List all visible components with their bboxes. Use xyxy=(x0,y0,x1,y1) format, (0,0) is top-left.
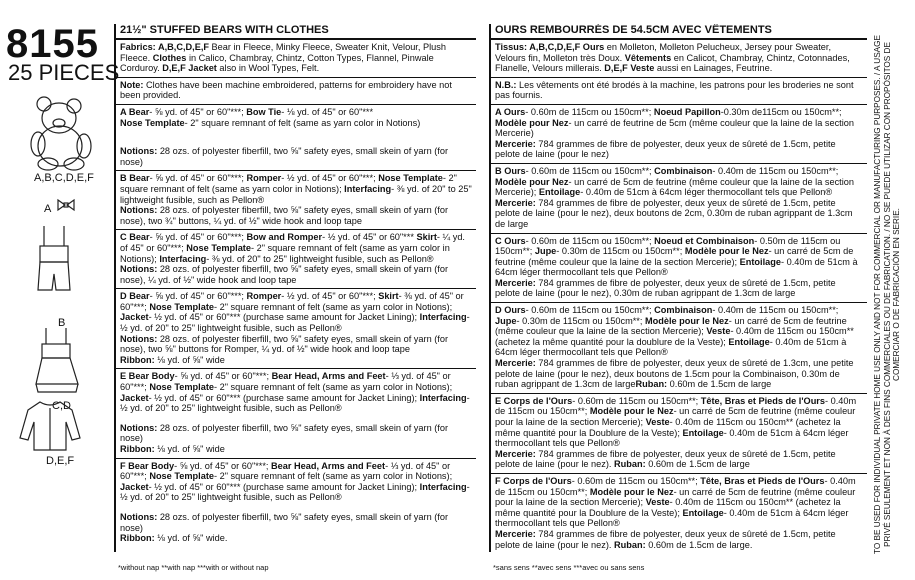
fr-b-ours-text: - 0.60m de 115cm ou 150cm**; xyxy=(525,165,655,176)
piece-count: 25 PIECES xyxy=(8,60,120,85)
note-label: Note: xyxy=(120,79,144,90)
view-e-ribbon-label: Ribbon: xyxy=(120,444,155,454)
vetements-text: en Calicot, Chambray, Chintz, Cotonnades, Flanelle, Velours millerais. xyxy=(495,52,850,74)
view-e-ribbon-text: ⅛ yd. of ⅝" wide xyxy=(154,444,225,454)
view-label-dress: C,D xyxy=(52,400,71,412)
view-f-body-text: - ⅝ yd. of 45" or 60"***; xyxy=(174,460,272,471)
french-fabrics xyxy=(491,40,867,78)
fr-d-nez-label: Modèle pour le Nez xyxy=(644,315,729,326)
veste-text: aussi en Lainages, Feutrine. xyxy=(654,63,773,74)
fr-e-corps-label: E Corps de l'Ours xyxy=(495,395,573,406)
view-d-notions-text: 28 ozs. of polyester fiberfill, two ⅝" safety eyes, small skein of yarn (for nose), two ⅝" buttons for Romper, ¼ yd. of ½" wide hook and loop tape xyxy=(120,333,449,355)
english-view-d xyxy=(116,289,476,369)
view-d-bear-text: - ⅝ yd. of 45" or 60"***; xyxy=(149,291,247,302)
view-b-nose-text: - 2" square remnant of felt (same as yarn color in Notions); xyxy=(120,173,457,194)
fr-d-jupe-text: - 0.30m de 115cm ou 150cm**; xyxy=(516,315,645,326)
fr-d-nez-text: - un carré de 5cm de feutrine (même couleur que la laine de la section Mercerie); xyxy=(495,315,847,337)
view-label-romper: B xyxy=(58,317,66,329)
view-e-interfacing-label: Interfacing xyxy=(419,392,467,403)
fr-b-mercerie-label: Mercerie: xyxy=(495,197,536,208)
fr-c-ours-label: C Ours xyxy=(495,235,526,246)
english-footnote: *without nap **with nap ***with or without nap xyxy=(118,563,269,572)
fr-f-veste-label: Veste xyxy=(645,497,670,508)
fr-d-ruban-label: Ruban: xyxy=(635,379,668,390)
fr-f-ruban-text: 0.60m de 1.5cm de large. xyxy=(645,539,753,550)
bowtie-drawing xyxy=(56,198,76,212)
view-d-ribbon-label: Ribbon: xyxy=(120,354,155,365)
jacket-text: also in Wool Types, Felt. xyxy=(216,63,320,74)
fr-a-nez-label: Modèle pour Nez xyxy=(495,117,569,128)
view-a-bowtie-text: - ⅛ yd. of 45" or 60"*** xyxy=(281,106,374,117)
veste-label: D,E,F Veste xyxy=(604,63,655,74)
view-d-nose-label: Nose Template xyxy=(149,301,214,312)
fr-c-mercerie-label: Mercerie: xyxy=(495,277,536,288)
view-c-bow-text: - ½ yd. of 45" or 60"*** xyxy=(322,232,417,243)
fr-c-ours-text: - 0.60m de 115cm ou 150cm**; xyxy=(525,235,655,246)
fr-d-ruban-text: 0.60m de 1.5cm de large xyxy=(667,379,772,390)
fr-b-ours-label: B Ours xyxy=(495,165,526,176)
fr-d-veste-label: Veste xyxy=(706,326,731,337)
fr-f-tete-label: Tête, Bras et Pieds de l'Ours xyxy=(700,475,825,486)
view-label-bear: A,B,C,D,E,F xyxy=(34,172,94,184)
fr-a-ours-text: - 0.60m de 115cm ou 150cm**; xyxy=(525,106,654,117)
fr-e-ruban-label: Ruban: xyxy=(614,459,646,470)
view-a-bear-text: - ⅝ yd. of 45" or 60"***; xyxy=(149,106,247,117)
view-b-bear-text: - ⅝ yd. of 45" or 60"***; xyxy=(149,173,247,184)
view-d-interfacing-text: - ½ yd. of 20" to 25" lightweight fusible, such as Pellon® xyxy=(120,312,470,334)
fr-f-mercerie-text: 784 grammes de fibre de polyester, deux yeux de sûreté de 1.5cm, petite pelote de laine (pour le nez). xyxy=(495,528,836,550)
pattern-number: 8155 xyxy=(6,22,99,66)
view-f-notions-text: 28 ozs. of polyester fiberfill, two ⅝" safety eyes, small skein of yarn (for nose) xyxy=(120,511,449,533)
english-fabrics xyxy=(116,40,476,78)
view-e-head-label: Bear Head, Arms and Feet xyxy=(271,371,386,382)
english-view-b xyxy=(116,171,476,230)
fr-c-nez-label: Modèle pour le Nez xyxy=(684,246,769,257)
fr-e-entoilage-label: Entoilage xyxy=(682,427,724,438)
view-b-interfacing-text: - ⅜ yd. of 20" to 25" lightweight fusible, such as Pellon® xyxy=(120,183,472,205)
fr-d-combinaison-label: Combinaison xyxy=(654,305,713,316)
fr-d-mercerie-label: Mercerie: xyxy=(495,358,536,369)
view-a-nose-text: - 2" square remnant of felt (same as yarn color in Notions) xyxy=(184,117,421,128)
fr-e-mercerie-text: 784 grammes de fibre de polyester, deux yeux de sûreté de 1.5cm, petite pelote de laine (pour le nez). xyxy=(495,448,836,470)
view-b-romper-text: - ½ yd. of 45" or 60"***; xyxy=(281,173,379,184)
fr-f-entoilage-text: - 0.40m de 51cm à 64cm léger thermocollant tels que Pellon® xyxy=(495,507,849,529)
fabrics-text: Bear in Fleece, Minky Fleece, Sweater Knit, Velour, Plush Fleece. xyxy=(120,42,446,63)
view-b-romper-label: Romper xyxy=(246,173,282,184)
view-e-jacket-text: - ½ yd. of 45" or 60"*** (purchase same amount for Jacket Lining); xyxy=(148,392,420,403)
view-d-skirt-text: - ⅜ yd. of 45" or 60"***; xyxy=(120,291,464,312)
view-b-nose-label: Nose Template xyxy=(378,173,443,184)
view-f-jacket-label: Jacket xyxy=(120,481,149,492)
view-d-interfacing-label: Interfacing xyxy=(419,312,467,323)
fr-e-ruban-text: 0.60m de 1.5cm de large xyxy=(645,459,750,470)
fr-c-jupe-label: Jupe xyxy=(534,246,557,257)
fr-e-entoilage-text: - 0.40m de 51cm à 64cm léger thermocollant tels que Pellon® xyxy=(495,427,849,449)
fr-d-jupe-label: Jupe xyxy=(495,315,517,326)
fr-a-noeud-text: -0.30m de115cm ou 150cm**; xyxy=(720,106,842,117)
view-d-ribbon-text: ⅛ yd. of ⅝" wide xyxy=(154,354,225,365)
view-c-notions-label: Notions: xyxy=(120,264,158,275)
english-view-c xyxy=(116,230,476,289)
fr-e-corps-text: - 0.60m de 115cm ou 150cm**; xyxy=(572,395,701,406)
view-d-romper-text: - ½ yd. of 45" or 60"***; xyxy=(281,291,379,302)
fabrics-label: Fabrics: A,B,C,D,E,F xyxy=(120,42,209,52)
fr-d-mercerie-text: 784 grammes de fibre de polyester, deux yeux de sûreté de 1.3cm, une petite pelote de laine (pour le nez), deux boutons de 1.5cm pour la Combinaison, 0.30m de ruban agrippant de 1.3cm de large xyxy=(495,358,854,390)
view-f-body-label: F Bear Body xyxy=(120,460,175,471)
french-column xyxy=(489,24,867,552)
fr-c-entoilage-text: - 0.40m de 51cm à 64cm léger thermocollant tels que Pellon® xyxy=(495,256,858,278)
fr-e-nez-label: Modèle pour le Nez xyxy=(589,406,674,417)
fr-f-tete-text: - 0.40m de 115cm ou 150cm**; xyxy=(495,475,856,497)
view-d-skirt-label: Skirt xyxy=(378,291,399,302)
fr-a-mercerie-label: Mercerie: xyxy=(495,138,536,149)
clothes-label: Clothes xyxy=(152,52,187,63)
view-b-interfacing-label: Interfacing xyxy=(344,183,392,194)
fr-e-mercerie-label: Mercerie: xyxy=(495,448,536,459)
view-a-notions-text: 28 ozs. of polyester fiberfill, two ⅝" safety eyes, small skein of yarn (for nose) xyxy=(120,146,449,167)
fr-b-entoilage-label: Entoilage xyxy=(538,187,581,198)
view-d-jacket-text: - ½ yd. of 45" or 60"*** (purchase same amount for Jacket Lining); xyxy=(148,312,420,323)
view-b-bear-label: B Bear xyxy=(120,173,150,184)
french-footnote: *sans sens **avec sens ***avec ou sans sens xyxy=(493,563,645,572)
english-view-e xyxy=(116,369,476,458)
romper-drawing xyxy=(34,224,74,304)
english-column xyxy=(114,24,476,552)
view-e-notions-label: Notions: xyxy=(120,422,158,433)
nb-label: N.B.: xyxy=(495,79,517,90)
view-c-skirt-label: Skirt xyxy=(416,232,437,243)
tissus-text: en Molleton, Molleton Pelucheux, Jersey pour Sweater, Velours fin, Molleton très Doux. xyxy=(495,42,831,63)
fr-f-corps-label: F Corps de l'Ours xyxy=(495,475,572,486)
view-e-notions-text: 28 ozs. of polyester fiberfill, two ⅝" safety eyes, small skein of yarn (for nose) xyxy=(120,422,449,444)
fr-f-veste-text: - 0.40m de 115cm ou 150cm** (achetez la même quantité pour la Doublure de la Veste); xyxy=(495,497,841,518)
french-heading: OURS REMBOURRÉS DE 54.5CM AVEC VÊTEMENTS xyxy=(491,24,867,40)
fr-a-mercerie-text: 784 grammes de fibre de polyester, deux yeux de sûreté de 1.5cm, petite pelote de laine (pour le nez) xyxy=(495,138,836,160)
usage-notice-text: TO BE USED FOR INDIVIDUAL PRIVATE HOME USE ONLY AND NOT FOR COMMERCIAL OR MANUFACTURING PURPOSES. / A USAGE PRIVÉ SEULEMENT ET NON À DES FINS COMMERCIALES OU DE FABRICATION. / NO SE PUEDE UTILIZAR CON PROPÓSITOS DE COMERCIAR O DE FABRICACIÓN EN SERIE. xyxy=(873,35,901,554)
fr-f-mercerie-label: Mercerie: xyxy=(495,528,536,539)
french-view-a xyxy=(491,105,867,164)
view-e-nose-text: - 2" square remnant of felt (same as yarn color in Notions); xyxy=(213,382,453,393)
fr-a-noeud-label: Noeud Papillon xyxy=(653,106,721,117)
fr-c-noeud-label: Noeud et Combinaison xyxy=(654,235,755,246)
fr-b-combinaison-text: - 0.40m de 115cm ou 150cm**; xyxy=(712,165,839,176)
french-note xyxy=(491,78,867,105)
fr-e-tete-text: - 0.40m de 115cm ou 150cm**; xyxy=(495,395,857,417)
view-e-jacket-label: Jacket xyxy=(120,392,149,403)
fr-f-corps-text: - 0.60m de 115cm ou 150cm**; xyxy=(571,475,701,486)
view-d-notions-label: Notions: xyxy=(120,333,158,344)
fr-d-veste-text: - 0.40m de 115cm ou 150cm** (achetez la même quantité pour la doublure de la Veste); xyxy=(495,326,854,347)
view-a-bear-label: A Bear xyxy=(120,106,150,117)
english-heading: 21½" STUFFED BEARS WITH CLOTHES xyxy=(116,24,476,40)
english-view-f xyxy=(116,459,476,547)
fr-b-nez-text: - un carré de 5cm de feutrine (même couleur que la laine de la section Mercerie); xyxy=(495,176,854,198)
fr-d-ours-text: - 0.60m de 115cm ou 150cm**; xyxy=(525,305,655,316)
view-c-interfacing-text: - ⅜ yd. of 20" to 25" lightweight fusible, such as Pellon® xyxy=(206,253,434,264)
fr-f-ruban-label: Ruban: xyxy=(614,539,646,550)
fr-d-entoilage-label: Entoilage xyxy=(728,336,770,347)
view-e-body-text: - ⅝ yd. of 45" or 60"***; xyxy=(174,371,272,382)
view-c-bow-label: Bow and Romper xyxy=(246,232,323,243)
fr-a-nez-text: - un carré de feutrine de 5cm (même couleur que la laine de la section Mercerie) xyxy=(495,117,854,139)
fr-c-nez-text: - un carré de 5cm de feutrine (même couleur que la laine de la section Mercerie); xyxy=(495,246,854,267)
jacket-label: D,E,F Jacket xyxy=(162,63,217,74)
view-f-nose-text: - 2" square remnant of felt (same as yarn color in Notions); xyxy=(213,471,453,482)
dress-drawing xyxy=(34,326,80,394)
fr-a-ours-label: A Ours xyxy=(495,106,526,117)
tissus-label: Tissus: A,B,C,D,E,F Ours xyxy=(495,42,605,52)
fr-f-nez-label: Modèle pour le Nez xyxy=(589,486,674,497)
fr-e-tete-label: Tête, Bras et Pieds de l'Ours xyxy=(700,395,825,406)
fr-b-mercerie-text: 784 grammes de fibre de polyester, deux yeux de sûreté de 1.5cm, petite pelote de laine (pour le nez), deux boutons de 2cm, 0.30m de ruban agrippant de 1.3cm de large xyxy=(495,197,853,229)
fr-c-noeud-text: - 0.50m de 115cm ou 150cm**; xyxy=(495,235,841,257)
fr-b-entoilage-text: - 0.40m de 51cm à 64cm léger thermocollant tels que Pellon® xyxy=(580,187,833,198)
fr-f-entoilage-label: Entoilage xyxy=(682,507,724,518)
view-f-interfacing-label: Interfacing xyxy=(419,481,467,492)
jacket-drawing xyxy=(18,398,82,454)
fr-f-nez-text: - un carré de 5cm de feutrine (même couleur pour la laine de la section Mercerie); xyxy=(495,486,856,508)
view-a-bowtie-label: Bow Tie xyxy=(246,106,282,117)
clothes-text: in Calico, Chambray, Chintz, Cotton Types, Flannel, Pinwale Corduroy. xyxy=(120,52,434,74)
view-c-notions-text: 28 ozs. of polyester fiberfill, two ⅝" safety eyes, small skein of yarn (for nose), ¼ yd. of ½" wide hook and loop tape xyxy=(120,264,449,285)
view-label-bowtie: A xyxy=(44,203,52,215)
view-b-notions-label: Notions: xyxy=(120,205,158,216)
view-c-interfacing-label: Interfacing xyxy=(159,253,207,264)
fr-d-combinaison-text: - 0.40m de 115cm ou 150cm**; xyxy=(712,305,839,316)
view-e-nose-label: Nose Template xyxy=(149,382,214,393)
french-view-e xyxy=(491,394,867,474)
fr-e-nez-text: - un carré de 5cm de feutrine (même couleur pour la laine de la section Mercerie); xyxy=(495,406,856,427)
english-view-a xyxy=(116,105,476,171)
view-d-bear-label: D Bear xyxy=(120,291,150,302)
fr-d-ours-label: D Ours xyxy=(495,305,526,316)
nb-text: Les vêtements ont été brodés à la machine, les patrons pour les broderies ne sont pas fournis. xyxy=(495,79,854,101)
fr-d-entoilage-text: - 0.40m de 51cm à 64cm léger thermocollant tels que Pellon® xyxy=(495,336,847,358)
view-d-nose-text: - 2" square remnant of felt (same as yarn color in Notions); xyxy=(213,301,453,312)
french-view-c xyxy=(491,234,867,304)
view-e-body-label: E Bear Body xyxy=(120,371,175,382)
view-f-notions-label: Notions: xyxy=(120,511,158,522)
view-e-interfacing-text: - ½ yd. of 20" to 25" lightweight fusible, such as Pellon® xyxy=(120,392,470,414)
view-f-nose-label: Nose Template xyxy=(149,471,214,482)
view-c-nose-text: - 2" square remnant of felt (same as yarn color in Notions); xyxy=(120,242,450,264)
view-d-jacket-label: Jacket xyxy=(120,312,149,323)
view-c-nose-label: Nose Template xyxy=(186,242,251,253)
fr-e-veste-text: - 0.40m de 115cm ou 150cm** (achetez la même quantité pour la Doublure de la Veste); xyxy=(495,417,841,438)
bear-drawing xyxy=(22,94,98,174)
view-e-head-text: - ⅓ yd. of 45" or 60"***; xyxy=(120,371,451,393)
view-f-head-text: - ⅓ yd. of 45" or 60"***; xyxy=(120,460,451,482)
fr-b-combinaison-label: Combinaison xyxy=(654,165,713,176)
fr-c-entoilage-label: Entoilage xyxy=(739,256,781,267)
view-b-notions-text: 28 ozs. of polyester fiberfill, two ⅝" safety eyes, small skein of yarn (for nose), two ¾" buttons, ¼ yd. of ½" wide hook and loop tape xyxy=(120,205,449,226)
view-f-jacket-text: - ½ yd. of 45" or 60"*** (purchase same amount for Jacket Lining); xyxy=(148,481,420,492)
fr-b-nez-label: Modèle pour Nez xyxy=(495,176,569,187)
usage-notice xyxy=(873,22,911,567)
view-a-nose-label: Nose Template xyxy=(120,117,185,128)
fr-e-veste-label: Veste xyxy=(645,417,670,427)
english-note xyxy=(116,78,476,105)
french-view-b xyxy=(491,164,867,234)
french-view-d xyxy=(491,303,867,394)
note-text: Clothes have been machine embroidered, patterns for embroidery have not been provided. xyxy=(120,79,452,101)
view-c-bear-text: - ⅝ yd. of 45" or 60"***; xyxy=(149,232,247,243)
view-f-ribbon-text: ⅛ yd. of ⅝" wide. xyxy=(154,533,228,544)
view-f-ribbon-label: Ribbon: xyxy=(120,533,155,544)
view-c-bear-label: C Bear xyxy=(120,232,150,243)
view-d-romper-label: Romper xyxy=(246,291,282,302)
view-f-head-label: Bear Head, Arms and Feet xyxy=(271,460,386,471)
fr-c-jupe-text: - 0.30m de 115cm ou 150cm**; xyxy=(556,246,685,257)
vetements-label: Vêtements xyxy=(624,52,672,63)
fr-c-mercerie-text: 784 grammes de fibre de polyester, deux yeux de sûreté de 1.5cm, petite pelote de laine (pour le nez), 0.30m de ruban agrippant de 1.3cm de large xyxy=(495,277,836,299)
view-c-skirt-text: - ¼ yd. of 45" or 60"***; xyxy=(120,232,465,253)
french-view-f xyxy=(491,474,867,552)
view-label-jacket: D,E,F xyxy=(46,455,75,467)
view-f-interfacing-text: - ½ yd. of 20" to 25" lightweight fusible, such as Pellon® xyxy=(120,481,470,503)
view-a-notions-label: Notions: xyxy=(120,146,158,157)
